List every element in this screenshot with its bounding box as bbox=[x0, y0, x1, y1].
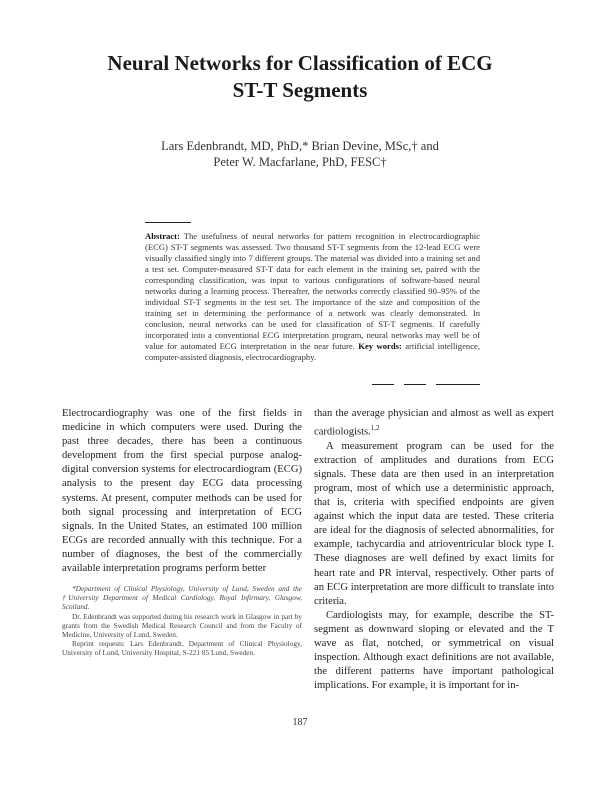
body-column-right bbox=[314, 407, 554, 693]
abstract-label: Abstract: bbox=[145, 231, 180, 241]
paragraph-measurement: A measurement program can be used for the extraction of amplitudes and durations from ECG signals. These data are then used in an interpretation program, most of which use a deterministic approach, that is, criteria with specified endpoints are given against which the input data are tested. These criteria are ideal for the diagnosis of selected abnormalities, for example, tachycardia and atrioventricular block type I. These diagnoses are well defined by exact limits for heart rate and PR interval, respectively. Other parts of an ECG interpretation are more difficult to translate into criteria. bbox=[314, 440, 554, 607]
abstract bbox=[145, 231, 480, 363]
authors-line-2: Peter W. Macfarlane, PhD, FESC† bbox=[213, 155, 387, 169]
reference-superscript: 1,2 bbox=[370, 424, 380, 433]
paragraph-cardiologists: Cardiologists may, for example, describe the ST-segment as downward sloping or elevated and the T wave as flat, notched, or symmetrical on visual inspection. Although exact definitions are not available, the different patterns have important pathological implications. For example, it is important for in- bbox=[314, 609, 554, 692]
paragraph-continued-text: than the average physician and almost as well as expert cardiologists. bbox=[314, 408, 554, 438]
abstract-bottom-rule-3 bbox=[436, 384, 480, 385]
paragraph-continued bbox=[314, 407, 554, 440]
keywords-label: Key words: bbox=[358, 341, 402, 351]
paragraph-intro: Electrocardiography was one of the first fields in medicine in which computers were used. During the past three decades, there has been a continuous development from the first special purpose analog-digital conversion systems for electrocardiogram (ECG) analysis to the present day ECG data processing systems. At present, computer methods can be used for both signal processing and interpretation of ECG signals. In the United States, an estimated 100 million ECGs are recorded annually with this technique. For a number of diagnoses, the best of the commercially available interpretation programs perform better bbox=[62, 408, 302, 575]
footnotes bbox=[62, 584, 302, 658]
keywords-text: artificial intelligence, computer-assisted diagnosis, electrocardiography. bbox=[145, 341, 480, 362]
authors-line-1: Lars Edenbrandt, MD, PhD,* Brian Devine, MSc,† and bbox=[161, 139, 439, 153]
title-line-2: ST-T Segments bbox=[232, 78, 368, 102]
title-line-1: Neural Networks for Classification of ECG bbox=[107, 51, 493, 75]
footnote-affiliation: *Department of Clinical Physiology, University of Lund, Sweden and the †University Department of Medical Cardiology, Royal Infirmary, Glasgow, Scotland. bbox=[62, 584, 302, 612]
body-column-left bbox=[62, 407, 302, 576]
abstract-bottom-rule-2 bbox=[404, 384, 426, 385]
paper-title bbox=[0, 50, 600, 104]
abstract-top-rule bbox=[145, 222, 191, 223]
footnote-reprint: Reprint requests: Lars Edenbrandt, Department of Clinical Physiology, University of Lund, University Hospital, S-221 85 Lund, Sweden. bbox=[62, 639, 302, 658]
author-list bbox=[0, 138, 600, 170]
abstract-bottom-rule-1 bbox=[372, 384, 394, 385]
footnote-support: Dr. Edenbrandt was supported during his research work in Glasgow in part by grants from the Swedish Medical Research Council and from the Faculty of Medicine, University of Lund, Sweden. bbox=[62, 611, 302, 640]
page-number: 187 bbox=[292, 717, 308, 728]
abstract-text: The usefulness of neural networks for pattern recognition in electrocardiographic (ECG) ST-T segments was assessed. Two thousand ST-T segments from the 12-lead ECG were visually classified singly into 7 different groups. The material was divided into a training set and a test set. Computer-measured ST-T data for each element in the training set, paired with the corresponding classification, was input to various configurations of software-based neural networks during a learning process. Thereafter, the networks correctly classified 90–95% of the individual ST-T segments in the test set. The importance of the size and composition of the training set in determining the performance of a network was clearly demonstrated. In conclusion, neural networks can be used for classification of ST-T segments. If carefully incorporated into a conventional ECG interpretation program, neural networks may well be of value for automated ECG interpretation in the near future. bbox=[145, 231, 481, 351]
